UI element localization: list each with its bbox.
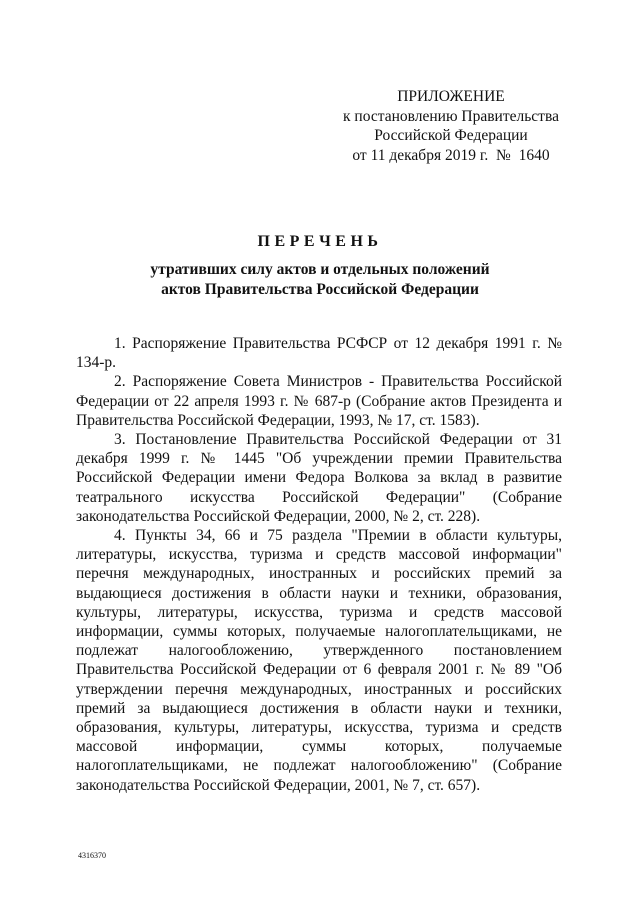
appendix-line: Российской Федерации — [374, 127, 528, 144]
list-item: 1. Распоряжение Правительства РСФСР от 12 декабря 1991 г. № 134-р. — [76, 335, 562, 372]
list-item: 2. Распоряжение Совета Министров - Правительства Российской Федерации от 22 апреля 1993 г. № 687-р (Собрание актов Президента и Правительства Российской Федерации, 1993, № 17, ст. 1583). — [76, 373, 562, 429]
document-title: ПЕРЕЧЕНЬ — [257, 233, 383, 250]
appendix-title: ПРИЛОЖЕНИЕ — [397, 88, 505, 105]
appendix-block — [336, 87, 566, 165]
list-item: 4. Пункты 34, 66 и 75 раздела "Премии в области культуры, литературы, искусства, туризма и средств массовой информации" перечня международных, иностранных и российских премий за выдающиеся достижения в области науки и техники, образования, культуры, литературы, искусства, туризма и средств массовой информации, суммы которых, получаемые налогоплательщиками, не подлежат налогообложению, утвержденного постановлением Правительства Российской Федерации от 6 февраля 2001 г. № 89 "Об утверждении перечня международных, иностранных и российских премий за выдающиеся достижения в области науки и техники, образования, культуры, литературы, искусства, туризма и средств массовой информации, суммы которых, получаемые налогоплательщиками, не подлежат налогообложению" (Собрание законодательства Российской Федерации, 2001, № 7, ст. 657). — [76, 527, 562, 794]
document-body — [76, 334, 562, 795]
appendix-date-number: от 11 декабря 2019 г. № 1640 — [352, 146, 550, 164]
subtitle-line: утративших силу актов и отдельных положений — [150, 261, 490, 278]
document-code: 4316370 — [78, 851, 106, 860]
document-subtitle — [0, 260, 640, 299]
subtitle-line: актов Правительства Российской Федерации — [161, 280, 479, 298]
appendix-line: к постановлению Правительства — [343, 107, 559, 125]
list-item: 3. Постановление Правительства Российской Федерации от 31 декабря 1999 г. № 1445 "Об учреждении премии Правительства Российской Федерации имени Федора Волкова за вклад в развитие театрального искусства Российской Федерации" (Собрание законодательства Российской Федерации, 2000, № 2, ст. 228). — [76, 431, 562, 525]
